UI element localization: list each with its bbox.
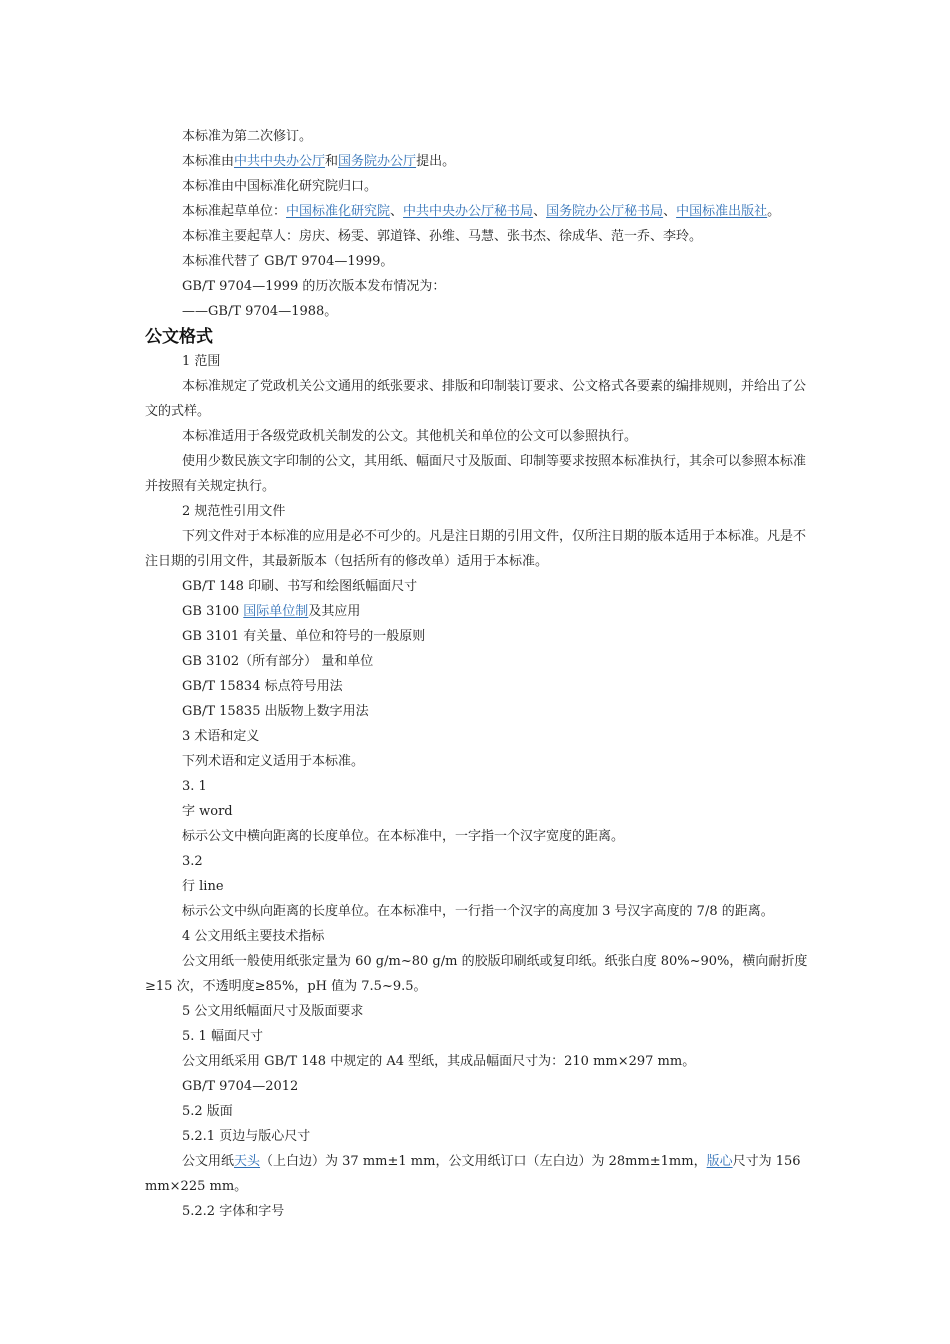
text: 、 xyxy=(390,204,404,219)
reference-item xyxy=(145,599,810,624)
link-standards-press[interactable]: 中国标准出版社 xyxy=(676,204,768,219)
definition: 标示公文中横向距离的长度单位。在本标准中，一字指一个汉字宽度的距离。 xyxy=(182,829,625,844)
term: 行 line xyxy=(182,879,224,894)
text: 、 xyxy=(533,204,547,219)
document-heading: 公文格式 xyxy=(145,327,213,347)
section-heading: 2 规范性引用文件 xyxy=(182,504,286,519)
reference-item: GB/T 148 印刷、书写和绘图纸幅面尺寸 xyxy=(182,579,418,594)
reference-item: GB/T 15835 出版物上数字用法 xyxy=(182,704,369,719)
subsection-heading: 5.2.2 字体和字号 xyxy=(182,1204,285,1219)
clause-number: 3.2 xyxy=(182,854,203,869)
paragraph: 下列文件对于本标准的应用是必不可少的。凡是注日期的引用文件，仅所注日期的版本适用于本标准。凡是不注日期的引用文件，其最新版本（包括所有的修改单）适用于本标准。 xyxy=(145,529,807,569)
reference-item: GB 3102（所有部分） 量和单位 xyxy=(182,654,374,669)
preface-history-item: ——GB/T 9704—1988。 xyxy=(182,304,338,319)
text: 公文用纸 xyxy=(182,1154,235,1169)
link-type-area[interactable]: 版心 xyxy=(706,1154,733,1169)
paragraph: 本标准适用于各级党政机关制发的公文。其他机关和单位的公文可以参照执行。 xyxy=(182,429,638,444)
term: 字 word xyxy=(182,804,233,819)
paragraph: 使用少数民族文字印制的公文，其用纸、幅面尺寸及版面、印制等要求按照本标准执行，其余可以参照本标准并按照有关规定执行。 xyxy=(145,454,807,494)
standard-number: GB/T 9704—2012 xyxy=(182,1079,299,1094)
text: 。 xyxy=(767,204,781,219)
document-content xyxy=(145,124,810,1224)
preface-proposer xyxy=(145,149,810,174)
link-state-council-general-office[interactable]: 国务院办公厅 xyxy=(338,154,417,169)
reference-item: GB/T 15834 标点符号用法 xyxy=(182,679,343,694)
link-cpc-secretariat[interactable]: 中共中央办公厅秘书局 xyxy=(403,204,534,219)
preface-drafters: 本标准主要起草人：房庆、杨雯、郭道锋、孙维、马慧、张书杰、徐成华、范一乔、李玲。 xyxy=(182,229,703,244)
clause-number: 3. 1 xyxy=(182,779,207,794)
section-heading: 3 术语和定义 xyxy=(182,729,260,744)
text: 本标准起草单位： xyxy=(182,204,287,219)
paragraph xyxy=(145,1149,810,1199)
text: 、 xyxy=(663,204,677,219)
text: 本标准由 xyxy=(182,154,235,169)
paragraph: 公文用纸一般使用纸张定量为 60 g/m~80 g/m 的胶版印刷纸或复印纸。纸张白度 80%~90%，横向耐折度≥15 次，不透明度≥85%，pH 值为 7.5~9.5。 xyxy=(145,954,808,994)
link-top-margin[interactable]: 天头 xyxy=(234,1154,261,1169)
subsection-heading: 5.2.1 页边与版心尺寸 xyxy=(182,1129,311,1144)
section-heading: 5 公文用纸幅面尺寸及版面要求 xyxy=(182,1004,364,1019)
paragraph: 公文用纸采用 GB/T 148 中规定的 A4 型纸，其成品幅面尺寸为：210 mm×297 mm。 xyxy=(182,1054,696,1069)
text: 及其应用 xyxy=(308,604,361,619)
preface-centralized: 本标准由中国标准化研究院归口。 xyxy=(182,179,378,194)
link-cnis[interactable]: 中国标准化研究院 xyxy=(286,204,391,219)
link-si-units[interactable]: 国际单位制 xyxy=(243,604,309,619)
preface-drafting-units xyxy=(145,199,810,224)
paragraph: 下列术语和定义适用于本标准。 xyxy=(182,754,365,769)
text: GB 3100 xyxy=(182,604,244,619)
text: 和 xyxy=(325,154,339,169)
preface-history: GB/T 9704—1999 的历次版本发布情况为： xyxy=(182,279,446,294)
section-heading: 1 范围 xyxy=(182,354,221,369)
definition: 标示公文中纵向距离的长度单位。在本标准中，一行指一个汉字的高度加 3 号汉字高度的 7/8 的距离。 xyxy=(182,904,774,919)
subsection-heading: 5.2 版面 xyxy=(182,1104,233,1119)
paragraph: 本标准规定了党政机关公文通用的纸张要求、排版和印制装订要求、公文格式各要素的编排规则，并给出了公文的式样。 xyxy=(145,379,807,419)
link-cpc-general-office[interactable]: 中共中央办公厅 xyxy=(234,154,326,169)
section-heading: 4 公文用纸主要技术指标 xyxy=(182,929,325,944)
preface-revision: 本标准为第二次修订。 xyxy=(182,129,313,144)
preface-replaces: 本标准代替了 GB/T 9704—1999。 xyxy=(182,254,394,269)
link-state-council-secretariat[interactable]: 国务院办公厅秘书局 xyxy=(546,204,664,219)
subsection-heading: 5. 1 幅面尺寸 xyxy=(182,1029,263,1044)
text: （上白边）为 37 mm±1 mm，公文用纸订口（左白边）为 28mm±1mm， xyxy=(260,1154,707,1169)
text: 提出。 xyxy=(416,154,456,169)
text: 尺寸为 156 mm×225 mm。 xyxy=(145,1154,801,1194)
reference-item: GB 3101 有关量、单位和符号的一般原则 xyxy=(182,629,426,644)
